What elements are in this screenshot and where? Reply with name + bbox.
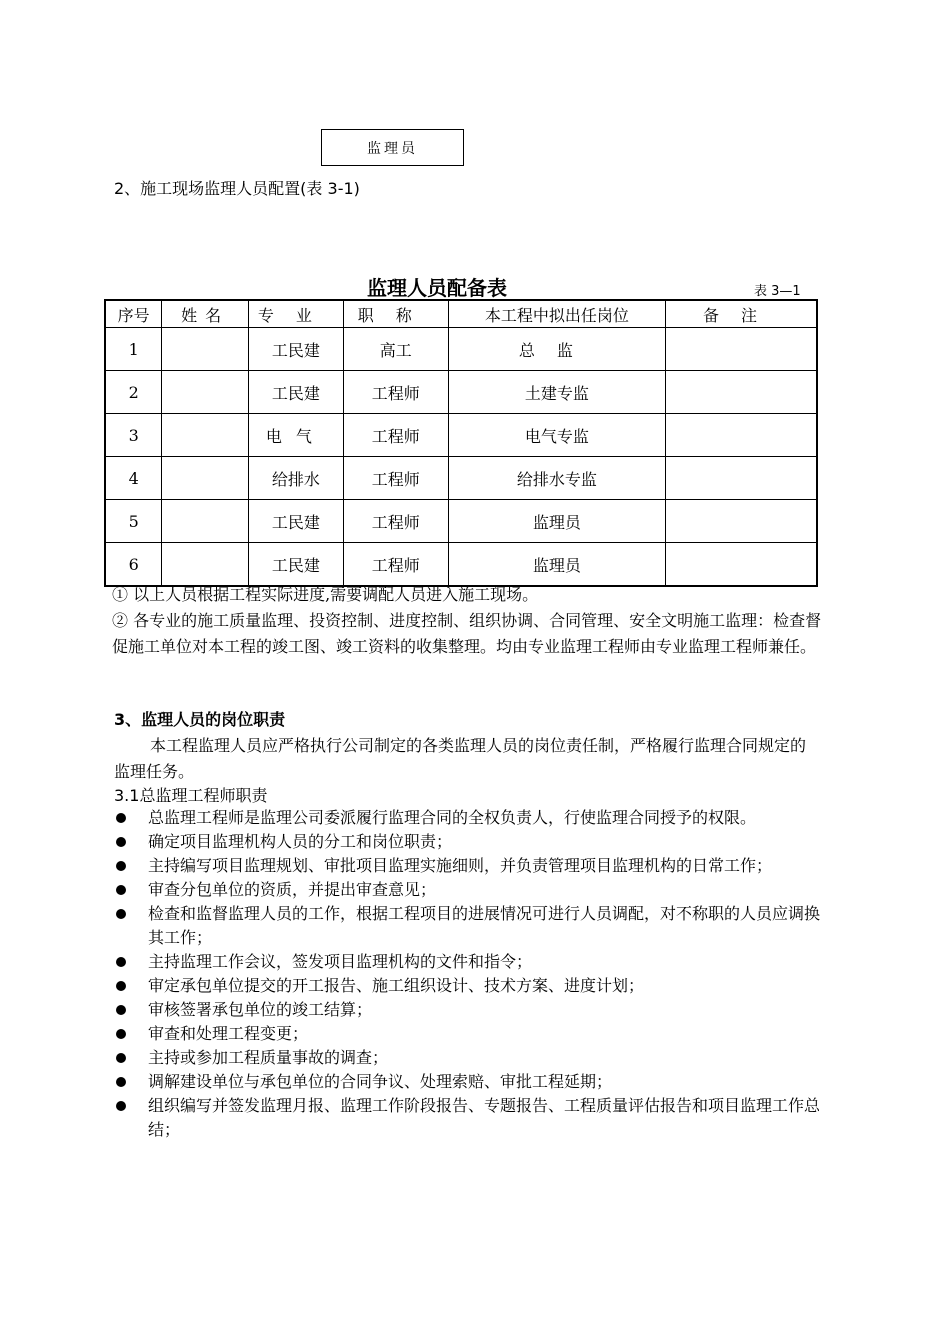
bullet-icon [116,885,126,895]
bullet-icon [116,837,126,847]
cell-index: 2 [105,371,162,414]
duty-text: 审核签署承包单位的竣工结算； [148,1000,373,1019]
cell-remarks [666,543,817,587]
list-item [114,1022,824,1046]
table-title: 监理人员配备表 [367,276,507,300]
bullet-icon [116,909,126,919]
duty-text: 确定项目监理机构人员的分工和岗位职责； [148,832,453,851]
duty-text: 审定承包单位提交的开工报告、施工组织设计、技术方案、进度计划； [148,976,645,995]
bullet-icon [116,813,126,823]
list-item [114,902,824,950]
table-row [105,457,817,500]
cell-position: 给排水专监 [448,457,665,500]
bullet-icon [116,957,126,967]
duties-list [114,806,824,1142]
duty-text: 检查和监督监理人员的工作，根据工程项目的进展情况可进行人员调配，对不称职的人员应调换其工作； [148,904,821,947]
cell-title: 工程师 [343,414,448,457]
list-item [114,854,824,878]
cell-position: 监理员 [448,543,665,587]
list-item [114,1070,824,1094]
header-specialty: 专业 [249,300,344,328]
duty-text: 审查和处理工程变更； [148,1024,309,1043]
cell-remarks [666,457,817,500]
cell-name [162,457,249,500]
cell-title: 工程师 [343,457,448,500]
note-1: ① 以上人员根据工程实际进度,需要调配人员进入施工现场。 [112,585,539,604]
cell-name [162,414,249,457]
list-item [114,806,824,830]
cell-specialty: 给排水 [249,457,344,500]
cell-index: 3 [105,414,162,457]
cell-specialty: 工民建 [249,371,344,414]
cell-remarks [666,371,817,414]
bullet-icon [116,1053,126,1063]
cell-title: 工程师 [343,543,448,587]
bullet-icon [116,861,126,871]
cell-title: 工程师 [343,500,448,543]
cell-position: 电气专监 [448,414,665,457]
table-row [105,328,817,371]
table-number: 表 3—1 [754,284,801,299]
duty-text: 调解建设单位与承包单位的合同争议、处理索赔、审批工程延期； [148,1072,613,1091]
cell-position: 监理员 [448,500,665,543]
bullet-icon [116,981,126,991]
duty-text: 组织编写并签发监理月报、监理工作阶段报告、专题报告、工程质量评估报告和项目监理工作总结； [148,1096,821,1139]
bullet-icon [116,1005,126,1015]
table-row [105,371,817,414]
list-item [114,974,824,998]
duty-text: 审查分包单位的资质，并提出审查意见； [148,880,437,899]
cell-specialty: 工民建 [249,500,344,543]
cell-name [162,500,249,543]
header-title: 职称 [343,300,448,328]
cell-name [162,328,249,371]
header-position: 本工程中拟出任岗位 [448,300,665,328]
section-3-heading: 3、监理人员的岗位职责 [114,710,286,729]
cell-index: 4 [105,457,162,500]
cell-specialty: 电气 [249,414,344,457]
table-header-row [105,300,817,328]
cell-position: 总监 [448,328,665,371]
table-row [105,414,817,457]
cell-title: 高工 [343,328,448,371]
header-index: 序号 [105,300,162,328]
cell-specialty: 工民建 [249,328,344,371]
cell-name [162,371,249,414]
cell-index: 5 [105,500,162,543]
cell-name [162,543,249,587]
cell-index: 1 [105,328,162,371]
cell-index: 6 [105,543,162,587]
duty-text: 主持监理工作会议，签发项目监理机构的文件和指令； [148,952,533,971]
supervisor-box-label: 监理员 [321,129,464,166]
list-item [114,1046,824,1070]
list-item [114,998,824,1022]
bullet-icon [116,1077,126,1087]
list-item [114,878,824,902]
list-item [114,950,824,974]
duty-text: 主持或参加工程质量事故的调查； [148,1048,389,1067]
cell-remarks [666,500,817,543]
section-3-intro: 本工程监理人员应严格执行公司制定的各类监理人员的岗位责任制，严格履行监理合同规定的监理任务。 [114,736,807,781]
table-row [105,500,817,543]
duty-text: 主持编写项目监理规划、审批项目监理实施细则，并负责管理项目监理机构的日常工作； [148,856,773,875]
cell-remarks [666,328,817,371]
note-2: ② 各专业的施工质量监理、投资控制、进度控制、组织协调、合同管理、安全文明施工监理：检查督促施工单位对本工程的竣工图、竣工资料的收集整理。均由专业监理工程师由专业监理工程师兼任。 [112,611,822,656]
section-2-heading: 2、施工现场监理人员配置(表 3-1) [114,179,360,198]
list-item [114,830,824,854]
cell-specialty: 工民建 [249,543,344,587]
table-row [105,543,817,587]
section-3-1-heading: 3.1总监理工程师职责 [114,786,268,805]
cell-title: 工程师 [343,371,448,414]
header-remarks: 备注 [666,300,817,328]
staff-table [104,299,818,587]
cell-remarks [666,414,817,457]
list-item [114,1094,824,1142]
header-name: 姓名 [162,300,249,328]
duty-text: 总监理工程师是监理公司委派履行监理合同的全权负责人，行使监理合同授予的权限。 [148,808,757,827]
bullet-icon [116,1101,126,1111]
cell-position: 土建专监 [448,371,665,414]
bullet-icon [116,1029,126,1039]
